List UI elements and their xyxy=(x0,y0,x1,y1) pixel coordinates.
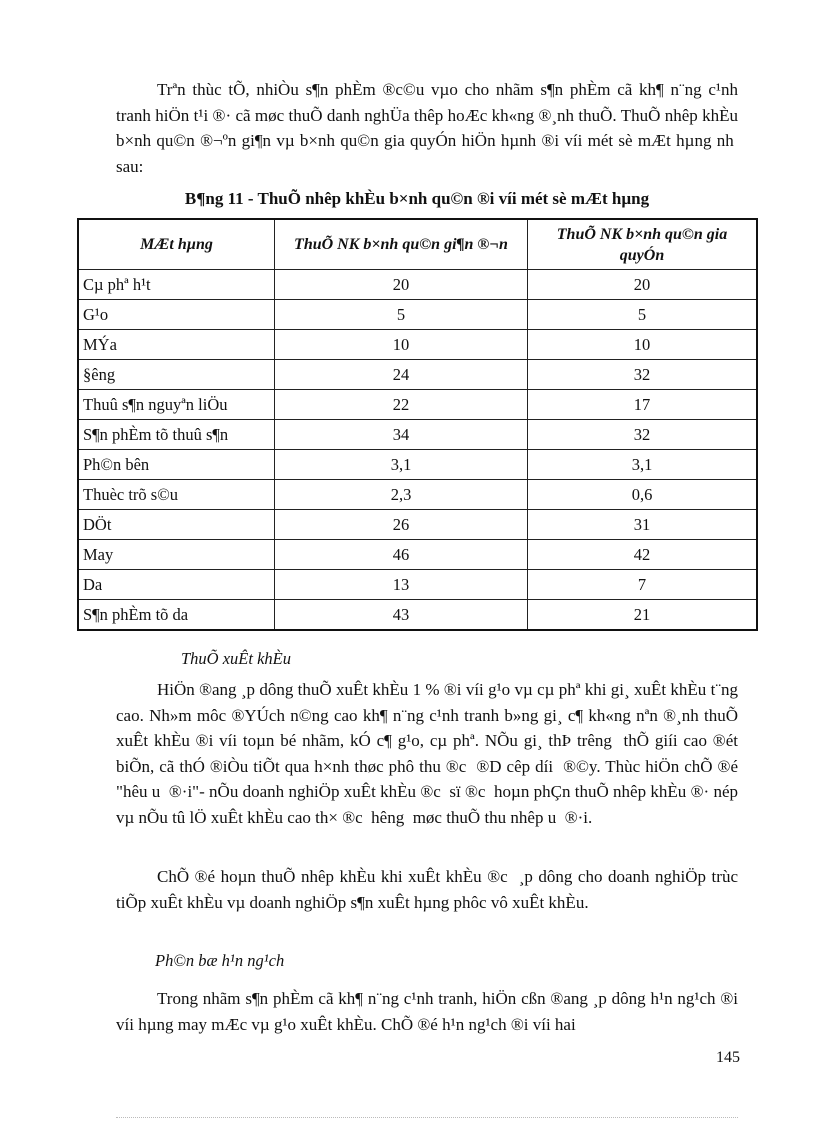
simple-average-cell: 46 xyxy=(275,540,528,570)
table-row xyxy=(78,300,757,330)
commodity-cell: Ph©n bên xyxy=(78,450,275,480)
tariff-table xyxy=(77,218,758,631)
weighted-average-cell: 3,1 xyxy=(528,450,758,480)
table-row xyxy=(78,330,757,360)
commodity-cell: MÝa xyxy=(78,330,275,360)
table-header-row xyxy=(78,219,757,270)
commodity-cell: S¶n phÈm tõ thuû s¶n xyxy=(78,420,275,450)
header-simple-average: ThuÕ NK b×nh qu©n gi¶n ®¬n xyxy=(275,219,528,270)
table-row xyxy=(78,360,757,390)
weighted-average-cell: 5 xyxy=(528,300,758,330)
page-number: 145 xyxy=(716,1049,740,1066)
export-tax-paragraph: HiÖn ®ang ¸p dông thuÕ xuÊt khÈu 1 % ®i víi g¹o vµ cµ phª khi gi¸ xuÊt khÈu t¨ng cao. Nh»m môc ®YÚch n©ng cao kh¶ n¨ng c¹nh tranh b»ng gi¸ c¶ kh«ng nªn ®¸nh thuÕ xuÊt khÈu ®i víi toµn bé nhãm, kÓ c¶ g¹o, cµ phª. NÕu gi¸ thÞ trêng thÕ giíi cao ®ét biÕn, cã thÓ ®iÒu tiÕt qua h×nh thøc phô thu ®c ®D cêp díi ®©y. Thùc hiÖn chÕ ®é "hêu u ®·i"- nÕu doanh nghiÖp xuÊt khÈu ®c sï ®c hoµn phÇn thuÕ nhêp khÈu ®· nép vµ nÕu tû lÖ xuÊt khÈu cao th× ®c hêng møc thuÕ thu nhêp u ®·i. xyxy=(116,680,738,827)
weighted-average-cell: 7 xyxy=(528,570,758,600)
weighted-average-cell: 0,6 xyxy=(528,480,758,510)
simple-average-cell: 24 xyxy=(275,360,528,390)
weighted-average-cell: 31 xyxy=(528,510,758,540)
table-title: B¶ng 11 - ThuÕ nhêp khÈu b×nh qu©n ®i víi mét sè mÆt hµng xyxy=(184,189,650,208)
section-heading-quota: Ph©n bæ h¹n ng¹ch xyxy=(155,951,285,970)
footer-divider xyxy=(116,1117,738,1118)
table-row xyxy=(78,390,757,420)
weighted-average-cell: 32 xyxy=(528,360,758,390)
table-row xyxy=(78,420,757,450)
weighted-average-cell: 20 xyxy=(528,270,758,300)
commodity-cell: Cµ phª h¹t xyxy=(78,270,275,300)
table-row xyxy=(78,540,757,570)
table-row xyxy=(78,480,757,510)
quota-paragraph: Trong nhãm s¶n phÈm cã kh¶ n¨ng c¹nh tranh, hiÖn cßn ®ang ¸p dông h¹n ng¹ch ®i víi hµng may mÆc vµ g¹o xuÊt khÈu. ChÕ ®é h¹n ng¹ch ®i víi hai xyxy=(116,989,738,1034)
simple-average-cell: 43 xyxy=(275,600,528,631)
section-heading-export-tax: ThuÕ xuÊt khÈu xyxy=(181,649,291,668)
simple-average-cell: 10 xyxy=(275,330,528,360)
commodity-cell: S¶n phÈm tõ da xyxy=(78,600,275,631)
commodity-cell: §êng xyxy=(78,360,275,390)
commodity-cell: DÖt xyxy=(78,510,275,540)
simple-average-cell: 3,1 xyxy=(275,450,528,480)
commodity-cell: Thuû s¶n nguyªn liÖu xyxy=(78,390,275,420)
commodity-cell: G¹o xyxy=(78,300,275,330)
header-commodity: MÆt hµng xyxy=(78,219,275,270)
weighted-average-cell: 42 xyxy=(528,540,758,570)
commodity-cell: May xyxy=(78,540,275,570)
header-weighted-average: ThuÕ NK b×nh qu©n gia quyÓn xyxy=(528,219,758,270)
tax-refund-paragraph: ChÕ ®é hoµn thuÕ nhêp khÈu khi xuÊt khÈu ®c ¸p dông cho doanh nghiÖp trùc tiÕp xuÊt khÈu vµ doanh nghiÖp s¶n xuÊt hµng phôc vô xuÊt khÈu. xyxy=(116,867,738,912)
weighted-average-cell: 10 xyxy=(528,330,758,360)
table-row xyxy=(78,600,757,631)
commodity-cell: Thuèc trõ s©u xyxy=(78,480,275,510)
weighted-average-cell: 21 xyxy=(528,600,758,631)
table-row xyxy=(78,570,757,600)
weighted-average-cell: 32 xyxy=(528,420,758,450)
table-row xyxy=(78,270,757,300)
table-body xyxy=(78,270,757,631)
simple-average-cell: 2,3 xyxy=(275,480,528,510)
simple-average-cell: 5 xyxy=(275,300,528,330)
simple-average-cell: 22 xyxy=(275,390,528,420)
commodity-cell: Da xyxy=(78,570,275,600)
intro-paragraph: Trªn thùc tÕ, nhiÒu s¶n phÈm ®c©u vµo cho nhãm s¶n phÈm cã kh¶ n¨ng c¹nh tranh hiÖn t¹i ®· cã møc thuÕ danh nghÜa thêp hoÆc kh«ng ®¸nh thuÕ. ThuÕ nhêp khÈu b×nh qu©n ®¬ºn gi¶n vµ b×nh qu©n gia quyÓn hiÖn hµnh ®i víi mét sè mÆt hµng nh sau: xyxy=(116,80,738,176)
simple-average-cell: 20 xyxy=(275,270,528,300)
simple-average-cell: 26 xyxy=(275,510,528,540)
table-row xyxy=(78,510,757,540)
table-row xyxy=(78,450,757,480)
weighted-average-cell: 17 xyxy=(528,390,758,420)
simple-average-cell: 13 xyxy=(275,570,528,600)
simple-average-cell: 34 xyxy=(275,420,528,450)
